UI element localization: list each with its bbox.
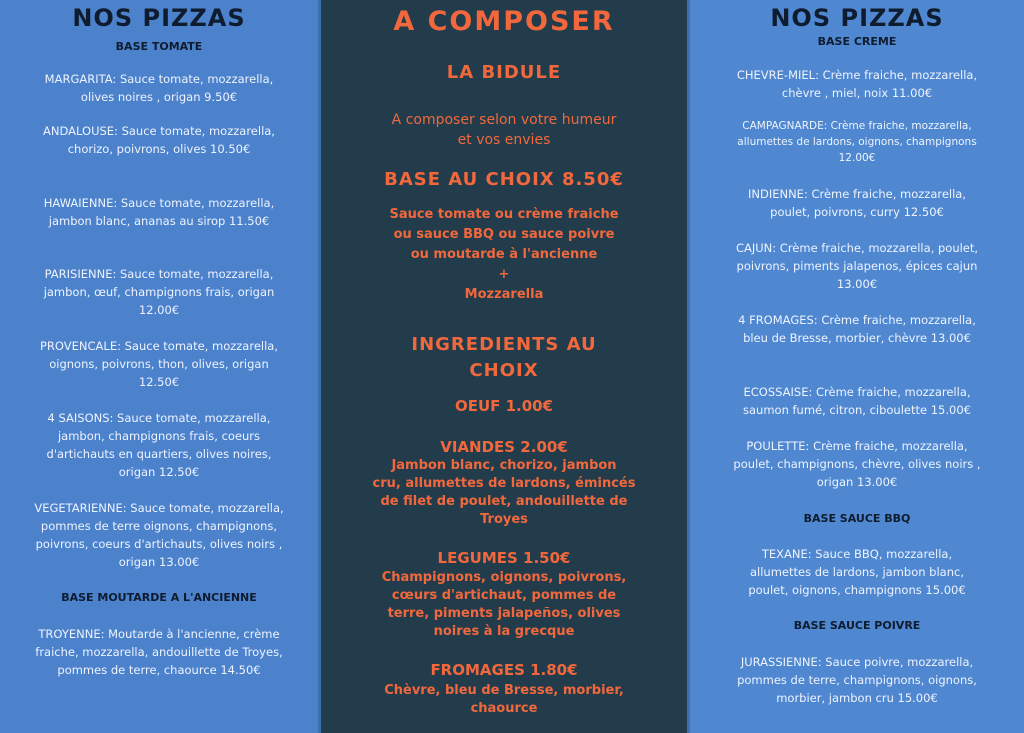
viandes-line-3: de filet de poulet, andouillette de [380,494,628,509]
left-base-moutarde: BASE MOUTARDE A L'ANCIENNE [61,591,257,604]
right-base-creme: BASE CREME [817,35,897,48]
legumes-line-4: noires à la grecque [433,624,575,639]
left-menu-panel [0,0,318,733]
oeuf-price: OEUF 1.00€ [454,397,554,415]
viandes-line-4: Troyes [480,512,528,527]
pizza-4-saisons: 4 SAISONS: Sauce tomate, mozzarella, jambon, champignons frais, coeurs d'artichauts en quartiers, olives noires, origan 12.50€ [46,411,272,479]
ingredients-heading-1: INGREDIENTS AU [411,334,597,355]
center-compose-panel [318,0,690,733]
pizza-4-fromages: 4 FROMAGES: Crème fraiche, mozzarella, bleu de Bresse, morbier, chèvre 13.00€ [738,313,976,345]
pizza-cajun: CAJUN: Crème fraiche, mozzarella, poulet, poivrons, piments jalapenos, épices cajun 13.00€ [735,241,979,291]
bidule-title: LA BIDULE [446,62,562,83]
right-base-poivre: BASE SAUCE POIVRE [793,619,921,632]
pizza-poulette: POULETTE: Crème fraiche, mozzarella, poulet, champignons, chèvre, olives noirs , origan 13.00€ [733,439,981,489]
right-menu-panel [690,0,1024,733]
intro-line-2: et vos envies [457,132,551,148]
pizza-chevre-miel: CHEVRE-MIEL: Crème fraiche, mozzarella, chèvre , miel, noix 11.00€ [736,68,978,100]
intro-line-1: A composer selon votre humeur [391,112,617,128]
base-heading: BASE AU CHOIX 8.50€ [384,169,624,190]
pizza-indienne: INDIENNE: Crème fraiche, mozzarella, poulet, poivrons, curry 12.50€ [747,187,967,219]
legumes-line-1: Champignons, oignons, poivrons, [381,570,627,585]
pizza-jurassienne: JURASSIENNE: Sauce poivre, mozzarella, pommes de terre, champignons, oignons, morbier, jambon cru 15.00€ [737,655,977,705]
pizza-andalouse: ANDALOUSE: Sauce tomate, mozzarella, chorizo, poivrons, olives 10.50€ [43,124,275,156]
pizza-texane: TEXANE: Sauce BBQ, mozzarella, allumettes de lardons, jambon blanc, poulet, oignons, champignons 15.00€ [748,547,966,597]
pizza-parisienne: PARISIENNE: Sauce tomate, mozzarella, jambon, œuf, champignons frais, origan 12.00€ [43,267,275,317]
fromages-line-1: Chèvre, bleu de Bresse, morbier, [384,683,624,698]
compose-title: A COMPOSER [393,6,615,37]
viandes-line-1: Jambon blanc, chorizo, jambon [391,458,617,473]
left-title: NOS PIZZAS [72,4,246,32]
legumes-line-3: terre, piments jalapeños, olives [387,606,621,621]
fromages-line-2: chaource [470,701,538,716]
base-line-2: ou sauce BBQ ou sauce poivre [393,227,615,242]
left-base-tomate: BASE TOMATE [115,40,203,53]
pizza-hawaienne: HAWAIENNE: Sauce tomate, mozzarella, jambon blanc, ananas au sirop 11.50€ [43,196,275,228]
pizza-provencale: PROVENCALE: Sauce tomate, mozzarella, oignons, poivrons, thon, olives, origan 12.50€ [40,339,278,389]
legumes-line-2: cœurs d'artichaut, pommes de [391,588,617,603]
base-line-1: Sauce tomate ou crème fraiche [389,207,619,222]
right-title: NOS PIZZAS [770,4,944,32]
base-plus: + [498,267,510,282]
ingredients-heading-2: CHOIX [469,360,539,381]
base-line-3: ou moutarde à l'ancienne [410,247,598,262]
legumes-title: LEGUMES 1.50€ [437,549,571,567]
base-line-4: Mozzarella [464,287,544,302]
viandes-line-2: cru, allumettes de lardons, émincés [372,476,636,491]
fromages-title: FROMAGES 1.80€ [430,661,578,679]
right-base-bbq: BASE SAUCE BBQ [803,512,911,525]
pizza-troyenne: TROYENNE: Moutarde à l'ancienne, crème fraiche, mozzarella, andouillette de Troyes, pommes de terre, chaource 14.50€ [35,627,283,677]
viandes-title: VIANDES 2.00€ [440,438,568,456]
pizza-margarita: MARGARITA: Sauce tomate, mozzarella, olives noires , origan 9.50€ [44,72,274,104]
pizza-vegetarienne: VEGETARIENNE: Sauce tomate, mozzarella, pommes de terre oignons, champignons, poivrons, coeurs d'artichauts, olives noirs , origan 13.00€ [34,501,284,569]
pizza-ecossaise: ECOSSAISE: Crème fraiche, mozzarella, saumon fumé, citron, ciboulette 15.00€ [743,385,971,417]
pizza-campagnarde: CAMPAGNARDE: Crème fraiche, mozzarella, allumettes de lardons, oignons, champignons 12.00€ [737,120,977,164]
